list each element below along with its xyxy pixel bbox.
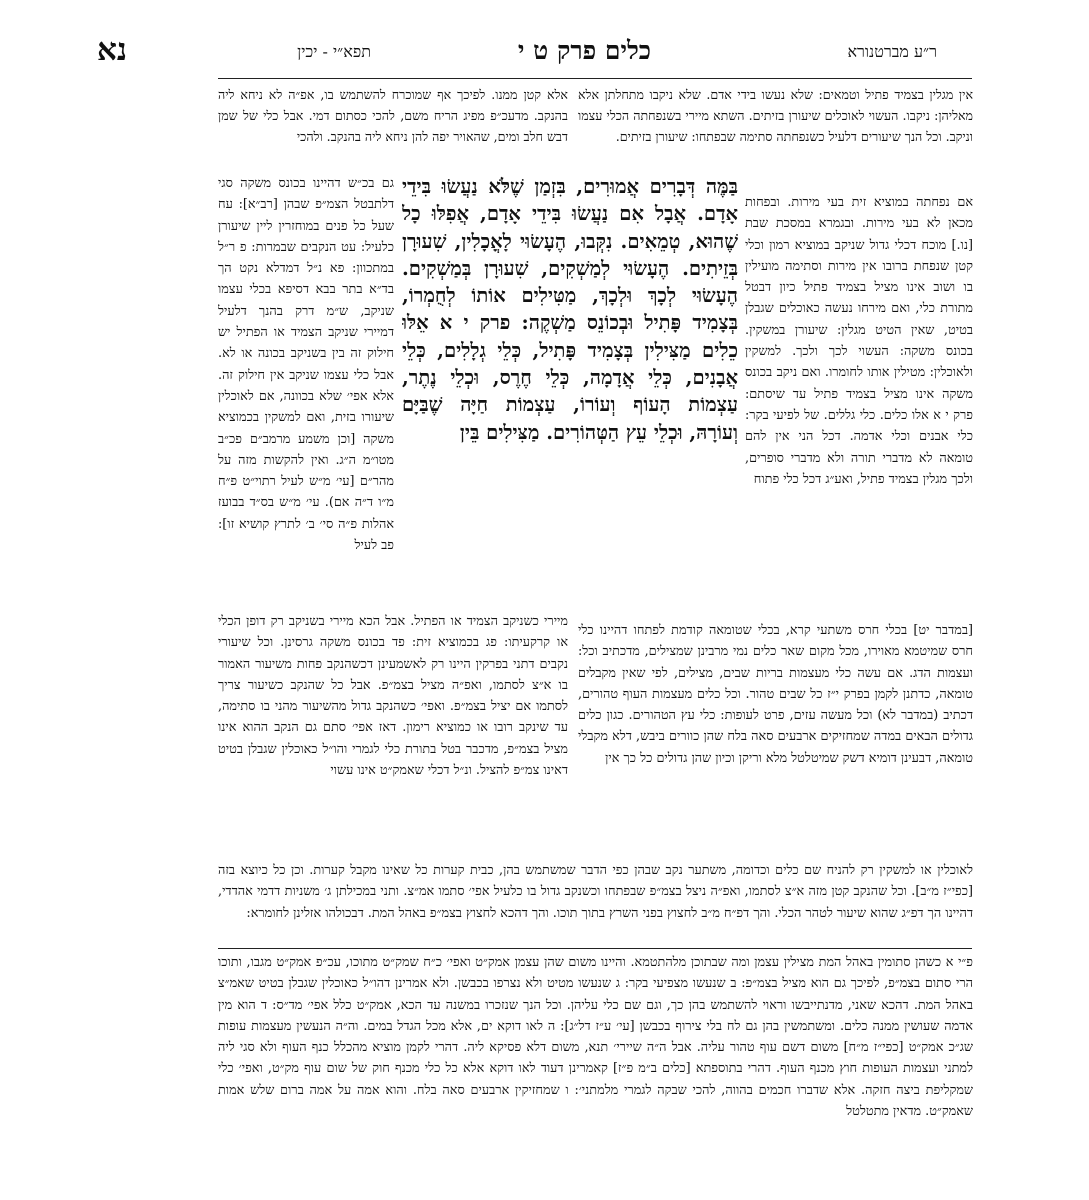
page-number: נא [97, 32, 127, 68]
header-tractate-chapter: כלים פרק ט י [517, 36, 651, 65]
page-header [0, 32, 1089, 76]
commentary-top-right: אין מגלין בצמיד פתיל וטמאים: שלא נעשו בידי אדם. שלא ניקבו מתחלתן אלא מאליהן: ניקבו. העשוי לאוכלים שיעורן בזיתים. השתא מיירי בשנפחתה הכלי עצמו וניקב. וכל הנך שיעורים דלעיל כשנפחתה סתימה שבפתחו: שיעורן בזיתים. [578, 87, 973, 145]
header-commentary-title-left: תפא״י - יכין [297, 42, 371, 61]
section-divider [218, 948, 972, 949]
commentary-right-margin: אם נפחתה במוציא זית בעי מירות. ובפחות מכאן לא בעי מירות. ובגמרא במסכת שבת [נו.] מוכח דכלי גדול שניקב במוציא רמון וכלי קטן שנפחת ברובו אין מירות וסתימה מועילין בו ושוב אינו מציל בצמיד פתיל כיון דבטל מתורת כלי, ואם מירחו נעשה כאוכלים שגבלן בטיט, שאין הטיט מגלין: שיעורן במשקין. בכונס משקה: העשוי לכך ולכך. למשקין ולאוכלין: מטילין אותו לחומרו. ואם ניקב בכונס משקה אינו מציל בצמיד פתיל עד שיסתם: פרק י א אלו כלים. כלי גללים. של לפיעי בקר: כלי אבנים וכלי אדמה. דכל הני אין להם טומאה לא מדברי תורה ולא מדברי סופרים, ולכך מגלין בצמיד פתיל, ואע״ג דכל כלי פתוח [745, 195, 973, 487]
commentary-lower-left: מיירי כשניקב הצמיד או הפתיל. אבל הכא מיירי בשניקב רק דופן הכלי או קרקעיתו: פג בכמוציא זית: פד בכונס משקה גרסינן. וכל שיעורי נקבים דתני בפרקין היינו רק לאשמעינן דכשהנקב פחות משיעור האמור בו א״צ לסתמו, ואפ״ה מציל בצמ״פ. אבל כל שהנקב כשיעור צריך לסתמו אם יציל בצמ״פ. ואפי׳ כשהנקב גדול מהשיעור מהני בו סתימה, עד שינקב רובו או כמוציא רימון. דאז אפי׳ סתם גם הנקב ההוא אינו מציל בצמ״פ, מדכבר בטל בתורת כלי לגמרי והו״ל כאוכלין שגבלן בטיט דאינו צמ״פ להציל. ונ״ל דכלי שאמק״ט אינו עשוי [218, 614, 568, 779]
header-rule [218, 78, 972, 79]
commentary-bottom: פ״י א כשהן סתומין באהל המת מצילין עצמן ומה שבתוכן מלהתטמא. והיינו משום שהן עצמן אמק״ט ואפי׳ כ״ח שמק״ט מתוכו, עכ״פ אמק״ט מגבו, ותוכו הרי סתום בצמ״פ, לפיכך גם הוא מציל בצמ״פ: ב שנעשו מצפיעי בקר: ג שנעשו מטיט ולא נצרפו בכבשן. ולא אמרינן דהו״ל כאוכלין שגבלן בטיט שאמ״צ באהל המת. דהכא שאני, מדנתייבשו וראוי להשתמש בהן כך, וגם שם כלי עליהן. וכל הנך שנזכרו במשנה עד הכא, אמק״ט כלל אפי׳ מד״ס: ד הוא מין אדמה שעושין ממנה כלים. ומשתמשין בהן גם לח בלי צירוף בכבשן [עי׳ ע״ז דל״ג]: ה לאו דוקא ים, אלא מכל הגדל במים. וה״ה הנעשין מעצמות עופות שג״כ אמק״ט [כפי״ז מ״ח] משום דשם עוף טהור עליה. אבל ה״ה שיירי׳ תנא, משום דלא פסיקא ליה. דהרי לקמן מוציא מהכלל כנף העוף ולא סגי ליה למתני ועצמות העופות חוץ מכנף העוף. דהרי בתוספתא [כלים ב״מ פ״ז] קאמרינן דעוד לאו דוקא אלא כל כלי מכנף חוק של שום עוף מק״ט, ואפי׳ כלי שמקליפת ביצה חזקה. אלא שדברו חכמים בהווה, להכי שבקה לגמרי מלמתני׳: ו שמחזיקין ארבעים סאה בלח. והוא אמה על אמה ברום שלש אמות שאמק״ט. מדאין מתטלטל [218, 955, 973, 1120]
commentary-full-width: לאוכלין או למשקין רק להניח שם כלים וכדומה, משתער נקב שבהן כפי הדבר שמשתמש בהן, כבית קערות כל שאינו מקבל קערות. וכן כל כיוצא בזה [כפי״ז מ״ב]. וכל שהנקב קטן מזה א״צ לסתמו, ואפ״ה ניצל בצמ״פ שבפתחו וכשנקב גדול בו כלעיל אפי׳ סתמו אמ״צ. ותני במכילתן ג׳ משניות דדמי אהדדי, דהיינו הך דפ״ג שהוא שיעור לטהר הכלי. והך דפ״ח מ״ב לחצוץ בפני השרץ בתוך תוכו. והך דהכא לחצוץ בצמ״פ באהל המת. דבכולהו אזלינן לחומרא: [218, 863, 973, 921]
header-commentary-title: ר״ע מברטנורא [847, 42, 937, 61]
commentary-top-left: אלא קטן ממנו. לפיכך אף שמוכרח להשתמש בו, אפ״ה לא ניחא ליה בהנקב. מדעכ״פ מפיג הריח משם, להכי כסתום דמי. אבל כלי של שמן דבש חלב ומים, שהאויר יפה להן ניחא ליה בהנקב. ולהכי [218, 87, 568, 145]
commentary-left-margin: גם בכ״ש דהיינו בכונס משקה סגי דלתבטל הצמ״פ שבהן [רב״א]: עח שעל כל פנים במוחזרין ליין שיעורן כלעיל: עט הנקבים שבמרות: פ ר״ל במתכוון: פא נ״ל דמדלא נקט הך בד״א בתר בבא דסיפא בכלי עצמו שניקב, ש״מ דרק בהנך דלעיל דמיירי שניקב הצמיד או הפתיל יש חילוק זה בין בשניקב בכונה או לא. אבל כלי עצמו שניקב אין חילוק זה. אלא אפי׳ שלא בכוונה, אם לאוכלין שיעורו בזית, ואם למשקין בכמוציא משקה [וכן משמע מרמב״ם פכ״ב מטו״מ ה״ג. ואין להקשות מזה על מהר״ם [עי׳ מ״ש לעיל רתוי״ט פ״ח מ״ו ד״ה אם). עי׳ מ״ש בס״ד בבועז אהלות פ״ה סי׳ ב׳ לתרץ קושיא זו]: פב לעיל [218, 176, 394, 554]
commentary-lower-right: [במדבר יט] בכלי חרס משתעי קרא, בכלי שטומאה קודמת לפתחו דהיינו כלי חרס שמיטמא מאוירו, מכל מקום שאר כלים נמי מרבינן שמצילים, מדכתיב וכל: ועצמות הדג. אם עשה כלי מעצמות בריות שבים, מצילים, לפי שאין מקבלים טומאה, כדתנן לקמן בפרק י״ז כל שבים טהור. וכל כלים מעצמות העוף טהורים, דכתיב (במדבר לא) וכל מעשה עזים, פרט לעופות: כלי עץ הטהורים. כגון כלים גדולים הבאים במדה שמחזיקים ארבעים סאה בלח שהן כוורים ביבש, דלא מקבלי טומאה, דבעינן דומיא דשק שמיטלטל מלא וריקן וכיון שהן גדולים כל כך אין [578, 623, 973, 766]
mishnah-text: בַּמֶּה דְּבָרִים אֲמוּרִים, בִּזְמַן שֶׁלֹּא נַעֲשׂוּ בִּידֵי אָדָם. אֲבָל אִם נַעֲשׂוּ בִּידֵי אָדָם, אֲפִלּוּ כָל שֶׁהוּא, טְמֵאִים. נִקְּבוּ, הֶעָשׂוּי לָאֳכָלִין, שִׁעוּרָן בְּזֵיתִים. הֶעָשׂוּי לְמַשְׁקִים, שִׁעוּרָן בְּמַשְׁקִים. הֶעָשׂוּי לְכָךְ וּלְכָךְ, מַטִּילִים אוֹתוֹ לְחֻמְרוֹ, בְּצָמִיד פָּתִיל וּבְכוֹנֵס מַשְׁקֶה: פרק י א אֵלּוּ כֵלִים מַצִּילִין בְּצָמִיד פָּתִיל, כְּלֵי גְלָלִים, כְּלֵי אֲבָנִים, כְּלֵי אֲדָמָה, כְּלֵי חֶרֶס, וּכְלֵי נֶתֶר, עַצְמוֹת הָעוֹף וְעוֹרוֹ, עַצְמוֹת חַיָּה שֶׁבַּיָּם וְעוֹרָהּ, וּכְלֵי עֵץ הַטְּהוֹרִים. מַצִּילִים בֵּין [402, 175, 738, 444]
